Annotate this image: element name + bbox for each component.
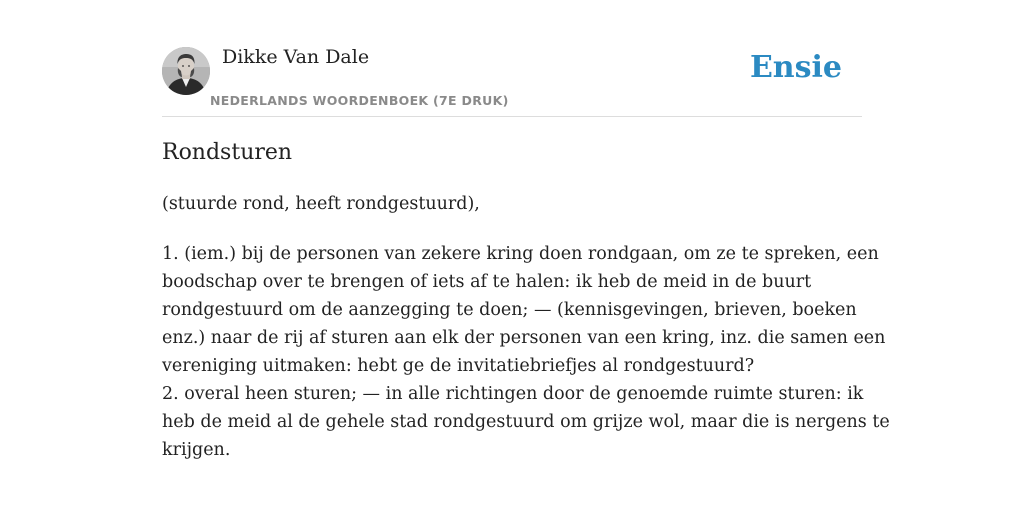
entry-definition	[162, 240, 890, 464]
definition-line: krijgen.	[162, 440, 231, 460]
definition-line: boodschap over te brengen of iets af te halen: ik heb de meid in de buurt	[162, 272, 812, 292]
ensie-logo[interactable]: Ensie	[749, 50, 842, 85]
author-subtitle[interactable]: NEDERLANDS WOORDENBOEK (7E DRUK)	[210, 93, 509, 108]
entry-forms: (stuurde rond, heeft rondgestuurd),	[162, 194, 480, 214]
author-name[interactable]: Dikke Van Dale	[222, 46, 370, 68]
definition-line: vereniging uitmaken: hebt ge de invitatiebriefjes al rondgestuurd?	[162, 356, 755, 376]
definition-line: heb de meid al de gehele stad rondgestuurd om grijze wol, maar die is nergens te	[162, 412, 890, 432]
entry-title: Rondsturen	[162, 140, 293, 165]
definition-line: rondgestuurd om de aanzegging te doen; — (kennisgevingen, brieven, boeken	[162, 300, 857, 320]
definition-line: 1. (iem.) bij de personen van zekere kring doen rondgaan, om ze te spreken, een	[162, 244, 879, 264]
definition-line: 2. overal heen sturen; — in alle richtingen door de genoemde ruimte sturen: ik	[162, 384, 864, 404]
entry-header	[162, 0, 862, 117]
author-avatar[interactable]	[162, 47, 210, 95]
portrait-icon	[162, 47, 210, 95]
entry-card	[162, 0, 890, 512]
definition-line: enz.) naar de rij af sturen aan elk der personen van een kring, inz. die samen een	[162, 328, 886, 348]
